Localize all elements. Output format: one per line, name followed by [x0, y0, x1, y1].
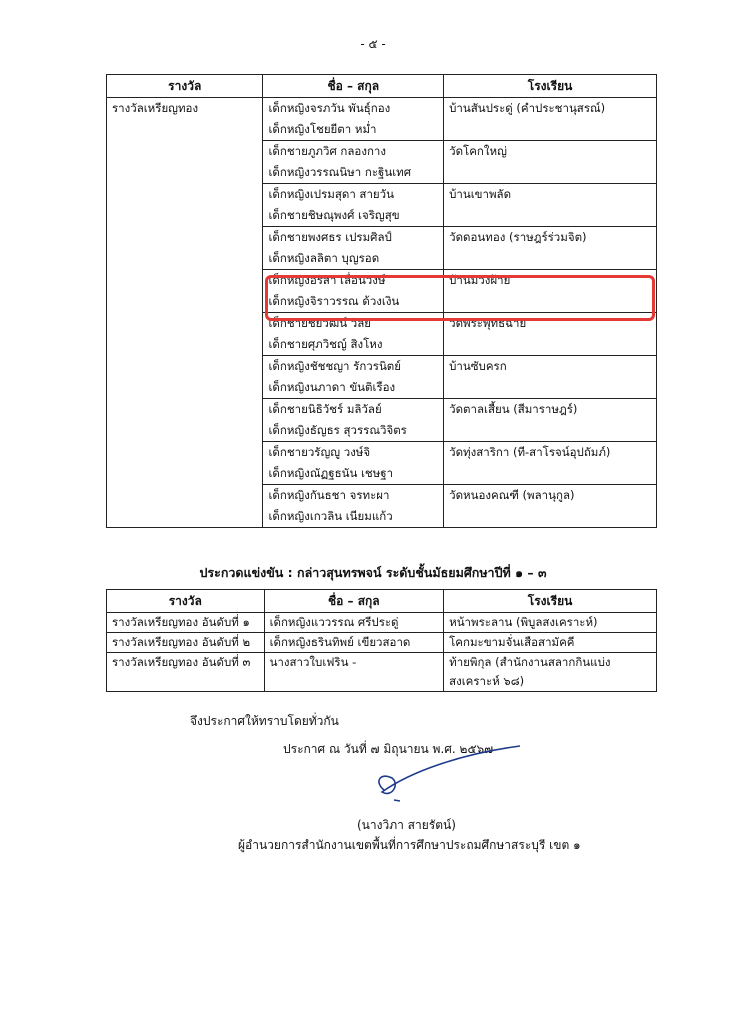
table-row [107, 356, 657, 399]
table-row [107, 442, 657, 485]
award-cell [107, 270, 263, 313]
student-name: เด็กหญิงกันธชา จรทะผา [268, 488, 390, 502]
table-row [107, 227, 657, 270]
signer-position: ผู้อำนวยการสำนักงานเขตพื้นที่การศึกษาประถมศึกษาสระบุรี เขต ๑ [238, 838, 581, 852]
table-row [107, 613, 657, 633]
header-award: รางวัล [107, 75, 263, 98]
student-name: เด็กหญิงลลิตา บุญรอด [268, 251, 380, 265]
table-row [107, 633, 657, 653]
award-cell [107, 184, 263, 227]
name-cell [263, 442, 444, 485]
student-name: เด็กหญิงวรรณนิษา กะฐินเทศ [268, 165, 412, 179]
award-cell [107, 399, 263, 442]
award-cell: รางวัลเหรียญทอง อันดับที่ ๒ [107, 633, 265, 653]
student-name: เด็กชายนิธิวัชร์ มลิวัลย์ [268, 402, 382, 416]
date-line: ประกาศ ณ วันที่ ๗ มิถุนายน พ.ศ. ๒๕๖๗ [283, 742, 494, 756]
school-cell: บ้านซับครก [444, 356, 657, 399]
name-cell: เด็กหญิงธรินทิพย์ เขียวสอาด [264, 633, 444, 653]
table-header-row [107, 590, 657, 613]
name-cell [263, 141, 444, 184]
student-name: เด็กหญิงจิราวรรณ ด้วงเงิน [268, 294, 400, 308]
school-line: โคกมะขามจั่นเสือสามัคคี [449, 635, 575, 649]
student-name: เด็กหญิงเกวลิน เนียมแก้ว [268, 509, 393, 523]
table-row [107, 141, 657, 184]
school-cell [444, 613, 657, 633]
award-cell [107, 141, 263, 184]
school-cell: บ้านสันประดู่ (คำประชานุสรณ์) [444, 98, 657, 141]
school-cell: บ้านม่วงฝ้าย [444, 270, 657, 313]
header-award: รางวัล [107, 590, 265, 613]
award-cell: รางวัลเหรียญทอง อันดับที่ ๑ [107, 613, 265, 633]
school-line: สงเคราะห์ ๖๘) [449, 674, 525, 688]
table-header-row [107, 75, 657, 98]
name-cell [263, 399, 444, 442]
name-cell [263, 485, 444, 528]
award-cell [107, 442, 263, 485]
table-row [107, 184, 657, 227]
award-cell [107, 356, 263, 399]
school-line: หน้าพระลาน (พิบูลสงเคราะห์) [449, 615, 598, 629]
name-cell [263, 356, 444, 399]
signature [370, 742, 540, 812]
table-row [107, 399, 657, 442]
student-name: เด็กหญิงชัชชญา รักวรนิตย์ [268, 359, 402, 373]
award-cell: รางวัลเหรียญทอง อันดับที่ ๓ [107, 653, 265, 692]
student-name: เด็กชายภูภวิศ กลองกาง [268, 144, 386, 158]
header-name: ชื่อ – สกุล [264, 590, 444, 613]
section-title: ประกวดแข่งขัน : กล่าวสุนทรพจน์ ระดับชั้นมัธยมศึกษาปีที่ ๑ – ๓ [199, 565, 547, 580]
school-cell: วัดตาลเสี้ยน (สีมาราษฎร์) [444, 399, 657, 442]
award-cell [107, 227, 263, 270]
award-cell [107, 313, 263, 356]
highlight-box [265, 275, 655, 321]
table-row [107, 653, 657, 692]
school-line: ท้ายพิกุล (สำนักงานสลากกินแบ่ง [449, 655, 611, 669]
signer-name: (นางวิภา สายรัตน์) [357, 818, 456, 832]
student-name: เด็กชายศุภวิชญ์ สิงโหง [268, 337, 383, 351]
student-name: เด็กหญิงอริสา เลื่อนวงษ์ [268, 273, 386, 287]
name-cell [263, 98, 444, 141]
student-name: เด็กหญิงจรภวัน พันธุ์กอง [268, 101, 391, 115]
award-table-2 [106, 589, 657, 692]
school-cell: วัดหนองคณฑี (พลานุกูล) [444, 485, 657, 528]
student-name: เด็กชายชิษณุพงศ์ เจริญสุข [268, 208, 400, 222]
student-name: เด็กชายชัยวัฒน์ วิลัย [268, 316, 371, 330]
header-school: โรงเรียน [444, 590, 657, 613]
student-name: เด็กหญิงโชยยีตา หม่ำ [268, 122, 377, 136]
school-cell: วัดดอนทอง (ราษฎร์ร่วมจิต) [444, 227, 657, 270]
school-cell [444, 633, 657, 653]
announcement-text: จึงประกาศให้ทราบโดยทั่วกัน [190, 714, 339, 728]
school-cell [444, 653, 657, 692]
name-cell [263, 227, 444, 270]
name-cell: นางสาวใบเฟริน - [264, 653, 444, 692]
header-name: ชื่อ – สกุล [263, 75, 444, 98]
table-row [107, 98, 657, 141]
name-cell [263, 184, 444, 227]
school-cell: วัดทุ่งสาริกา (ที-สาโรจน์อุปถัมภ์) [444, 442, 657, 485]
student-name: เด็กหญิงเปรมสุดา สายวัน [268, 187, 394, 201]
header-school: โรงเรียน [444, 75, 657, 98]
name-cell: เด็กหญิงแววรรณ ศรีประดู่ [264, 613, 444, 633]
table-row [107, 485, 657, 528]
page-number: - ๕ - [360, 37, 386, 51]
award-cell: รางวัลเหรียญทอง [107, 98, 263, 141]
award-cell [107, 485, 263, 528]
school-cell: วัดพระพุทธฉาย [444, 313, 657, 356]
student-name: เด็กหญิงณัฏฐธนัน เชษฐา [268, 466, 394, 480]
student-name: เด็กหญิงนภาดา ขันติเรือง [268, 380, 396, 394]
school-cell: บ้านเขาพลัด [444, 184, 657, 227]
school-cell: วัดโคกใหญ่ [444, 141, 657, 184]
student-name: เด็กชายพงศธร เปรมศิลป์ [268, 230, 392, 244]
student-name: เด็กชายวรัญญู วงษ์จิ [268, 445, 371, 459]
student-name: เด็กหญิงธัญธร สุวรรณวิจิตร [268, 423, 407, 437]
